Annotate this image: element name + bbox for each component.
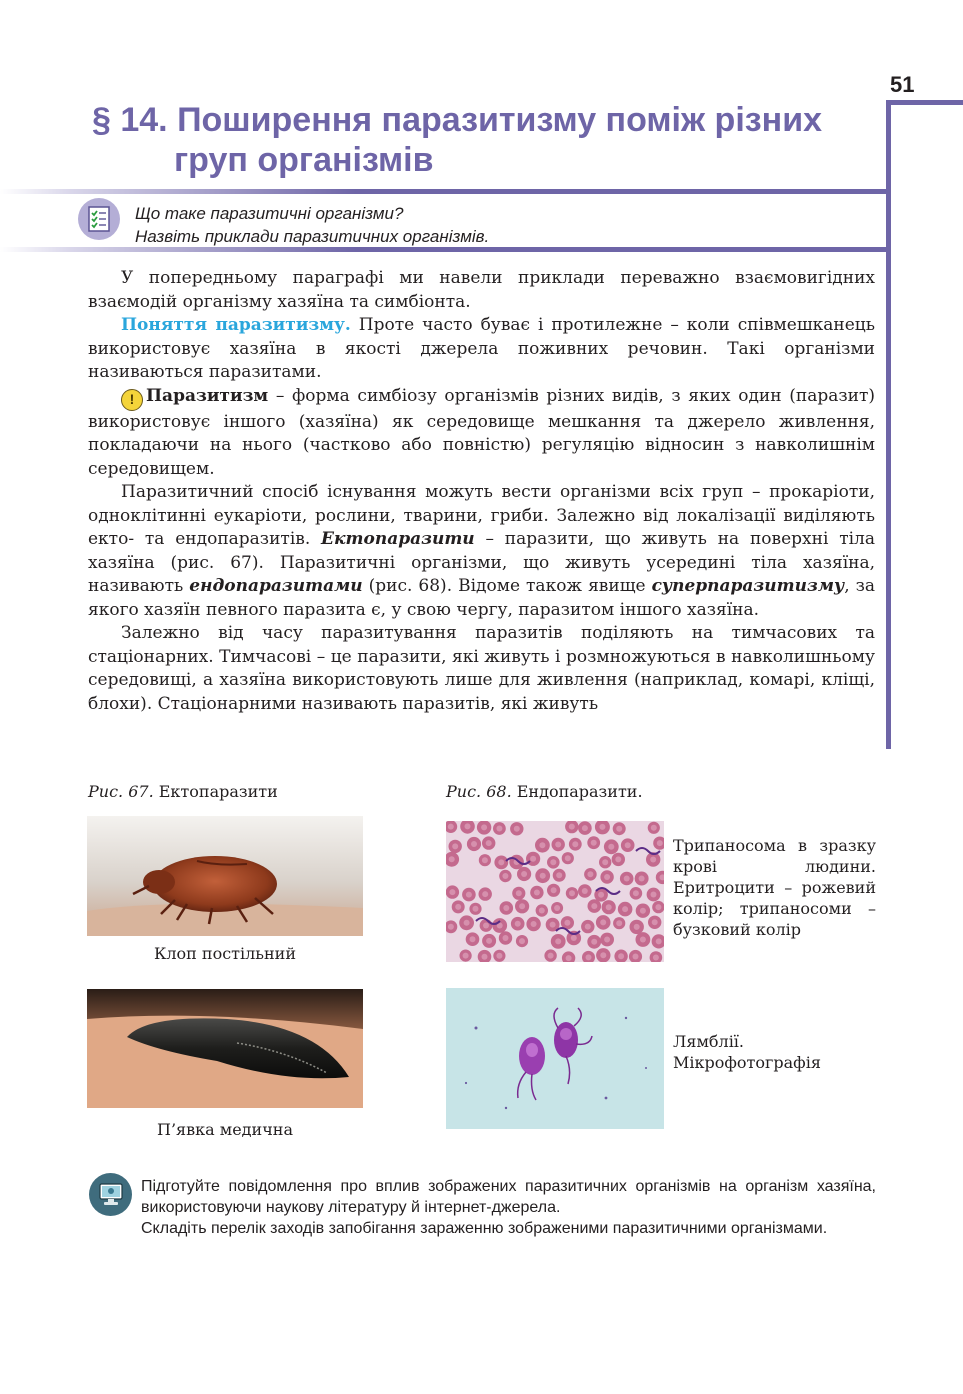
review-questions — [135, 202, 489, 248]
bedbug-caption: Клоп постільний — [153, 944, 297, 963]
red-blood-cell-center — [466, 892, 472, 898]
exclamation-icon: ! — [121, 389, 143, 411]
red-blood-cell-center — [622, 906, 628, 912]
review-question-1: Що таке паразитичні організми? — [135, 204, 404, 223]
red-blood-cell-center — [556, 872, 562, 878]
red-blood-cell-center — [463, 953, 469, 959]
red-blood-cell-center — [633, 954, 639, 960]
definition-term: Паразитизм — [146, 385, 269, 406]
red-blood-cell-center — [471, 841, 477, 847]
red-blood-cell-center — [625, 842, 631, 848]
red-blood-cell-center — [657, 840, 663, 846]
red-blood-cell-center — [539, 842, 545, 848]
red-blood-cell-center — [515, 921, 521, 927]
red-blood-cell-center — [531, 921, 537, 927]
red-blood-cell-center — [486, 938, 492, 944]
trypanosome — [636, 848, 660, 854]
section-title-line1: § 14. Поширення паразитизму поміж різних — [92, 101, 823, 139]
red-blood-cell-center — [569, 890, 575, 896]
leech-photo — [87, 989, 363, 1108]
red-blood-cell-center — [656, 938, 662, 944]
paragraph-4 — [88, 481, 875, 622]
red-blood-cell-center — [503, 905, 509, 911]
figure-68-label: Рис. 68. — [446, 782, 512, 801]
concept-heading: Поняття паразитизму. — [121, 315, 351, 335]
red-blood-cell-center — [482, 857, 488, 863]
red-blood-cell-center — [448, 924, 454, 930]
page-edge-bar-vertical — [886, 104, 891, 749]
red-blood-cell-center — [600, 952, 606, 958]
definition-paragraph — [88, 385, 875, 482]
red-blood-cell-center — [496, 953, 502, 959]
term-superparasitism: суперпаразитизму — [651, 576, 845, 596]
red-blood-cell-center — [616, 826, 622, 832]
giardia-caption — [673, 1031, 876, 1073]
term-ectoparasites: Ектопаразити — [321, 529, 475, 549]
red-blood-cell-center — [640, 937, 646, 943]
red-blood-cell-center — [585, 924, 591, 930]
term-endoparasites: ендопаразитами — [189, 576, 363, 596]
red-blood-cell-center — [591, 903, 597, 909]
figure-67-caption — [88, 782, 278, 801]
red-blood-cell-center — [565, 855, 571, 861]
red-blood-cell-center — [502, 873, 508, 879]
red-blood-cell-center — [600, 919, 606, 925]
paragraph-4-text-c: (рис. 68). Відоме також явище — [362, 576, 652, 596]
red-blood-cell-center — [470, 936, 476, 942]
red-blood-cell-center — [516, 890, 522, 896]
red-blood-cell-center — [521, 871, 527, 877]
paragraph-4-text-a: Паразитичний спосіб існування можуть вести організми всіх груп – прокаріоти, одноклітинні еукаріоти, рослини, тварини, гриби. Залежно від локалізації виділяють екто- та ендопаразитів. — [88, 482, 875, 549]
section-title — [92, 100, 872, 180]
red-blood-cell-center — [554, 905, 560, 911]
red-blood-cell-center — [534, 890, 540, 896]
red-blood-cell-center — [548, 953, 554, 959]
red-blood-cell-center — [634, 924, 640, 930]
paragraph-2 — [88, 314, 875, 385]
checklist-icon — [78, 198, 120, 240]
red-blood-cell-center — [633, 890, 639, 896]
red-blood-cell-center — [514, 826, 520, 832]
section-title-line2: груп організмів — [174, 141, 434, 179]
page-number: 51 — [890, 72, 915, 97]
task-1: Підготуйте повідомлення про вплив зображених паразитичних організмів на організм хазяїна, використовуючи наукову літературу й інтернет-джерела. — [141, 1178, 876, 1216]
red-blood-cell-center — [498, 859, 504, 865]
red-blood-cell-center — [496, 826, 502, 832]
giardia-caption-line2: Мікрофотографія — [673, 1053, 821, 1072]
giardia-photo — [446, 988, 664, 1129]
paragraph-4-text-b: – паразити, що живуть на поверхні тіла хазяїна (рис. 67). Паразитичні організми, що живуть усередині тіла хазяїна, називають — [88, 529, 875, 596]
red-blood-cell-center — [566, 955, 572, 961]
red-blood-cell-center — [551, 887, 557, 893]
computer-icon — [89, 1173, 132, 1216]
question-box-top-rule — [0, 189, 889, 194]
red-blood-cell-center — [482, 891, 488, 897]
red-blood-cell-center — [449, 856, 455, 862]
tasks — [141, 1176, 876, 1239]
red-blood-cell-center — [483, 923, 489, 929]
red-blood-cell-center — [640, 908, 646, 914]
main-text — [88, 267, 875, 716]
definition-text: – форма симбіозу організмів різних видів, з яких один (паразит) використовує іншого (хазяїна) як середовище мешкання та джерело живлення, покладаючи на нього (частково або повністю) регуляцію відносин з навколишнім середовищем. — [88, 385, 875, 479]
red-blood-cell-center — [586, 954, 592, 960]
paragraph-5: Залежно від часу паразитування паразитів поділяють на тимчасових та стаціонарних. Тимчасові – це паразити, які живуть і розмножуються в навколишньому середовищі, а хазяїна використовують лише для живлення (наприклад, комарі, кліщі, блохи). Стаціонарними називають паразитів, які живуть — [88, 623, 875, 714]
red-blood-cell-center — [486, 840, 492, 846]
task-2: Складіть перелік заходів запобігання зараженню зображеними паразитичними організмами. — [141, 1220, 828, 1237]
red-blood-cell-center — [650, 857, 656, 863]
red-blood-cell-center — [572, 841, 578, 847]
red-blood-cell-center — [598, 892, 604, 898]
red-blood-cell-center — [448, 824, 454, 830]
red-blood-cell-center — [519, 938, 525, 944]
leech-caption: П’явка медична — [157, 1120, 293, 1139]
red-blood-cell-center — [591, 939, 597, 945]
red-blood-cell-center — [550, 859, 556, 865]
red-blood-cell-center — [555, 842, 561, 848]
red-blood-cell-center — [652, 919, 658, 925]
red-blood-cell-center — [464, 920, 470, 926]
red-blood-cell-center — [599, 824, 605, 830]
red-blood-cell-center — [539, 908, 545, 914]
paragraph-1: У попередньому параграфі ми навели приклади переважно взаємовигідних взаємодій організму хазяїна та симбіонта. — [88, 268, 875, 312]
red-blood-cell-center — [564, 920, 570, 926]
review-question-2: Назвіть приклади паразитичних організмів. — [135, 227, 490, 246]
red-blood-cell-center — [653, 955, 659, 961]
red-blood-cell-center — [582, 888, 588, 894]
red-blood-cell-center — [540, 873, 546, 879]
red-blood-cell-center — [569, 824, 575, 830]
red-blood-cell-center — [651, 825, 657, 831]
red-blood-cell-center — [616, 920, 622, 926]
red-blood-cell-center — [651, 892, 657, 898]
giardia-caption-line1: Лямблії. — [673, 1032, 745, 1051]
bedbug-photo — [87, 816, 363, 936]
figure-68-title: Ендопаразити. — [511, 782, 643, 801]
red-blood-cell-center — [482, 954, 488, 960]
red-blood-cell-center — [452, 843, 458, 849]
red-blood-cell-center — [591, 840, 597, 846]
red-blood-cell-center — [530, 856, 536, 862]
figure-67-title: Ектопаразити — [153, 782, 278, 801]
red-blood-cell-center — [655, 904, 661, 910]
red-blood-cell-center — [455, 904, 461, 910]
red-blood-cell-center — [604, 937, 610, 943]
paragraph-4-text-d: , за якого хазяїн певного паразита є, у свою чергу, паразитом іншого хазяїна. — [88, 576, 876, 620]
trypanosoma-blood-photo — [446, 821, 664, 962]
red-blood-cell-center — [602, 859, 608, 865]
red-blood-cell-center — [639, 876, 645, 882]
red-blood-cell-center — [550, 922, 556, 928]
red-blood-cell-center — [571, 935, 577, 941]
red-blood-cell-center — [606, 904, 612, 910]
red-blood-cell-center — [604, 874, 610, 880]
figure-67-label: Рис. 67. — [88, 782, 154, 801]
red-blood-cell-center — [582, 825, 588, 831]
red-blood-cell-center — [608, 844, 614, 850]
red-blood-cell-center — [587, 871, 593, 877]
figure-68-caption — [446, 782, 643, 801]
red-blood-cell-center — [481, 824, 487, 830]
red-blood-cell-center — [624, 876, 630, 882]
red-blood-cell-center — [465, 823, 471, 829]
red-blood-cell-center — [449, 889, 455, 895]
page-edge-bar-horizontal — [886, 100, 963, 105]
question-box-bottom-rule — [0, 247, 889, 252]
paragraph-2-text: Проте часто буває і протилежне – коли співмешканець використовує хазяїна в якості джерела поживних речовин. Такі організми називаються паразитами. — [88, 315, 875, 382]
red-blood-cell-center — [615, 856, 621, 862]
red-blood-cell-center — [618, 953, 624, 959]
red-blood-cell-center — [503, 935, 509, 941]
red-blood-cell-center — [555, 938, 561, 944]
red-blood-cell-center — [473, 906, 479, 912]
trypanosoma-caption: Трипаносома в зразку крові людини. Еритроцити – рожевий колір; трипаносоми – бузковий колір — [673, 836, 876, 939]
red-blood-cell-center — [519, 903, 525, 909]
